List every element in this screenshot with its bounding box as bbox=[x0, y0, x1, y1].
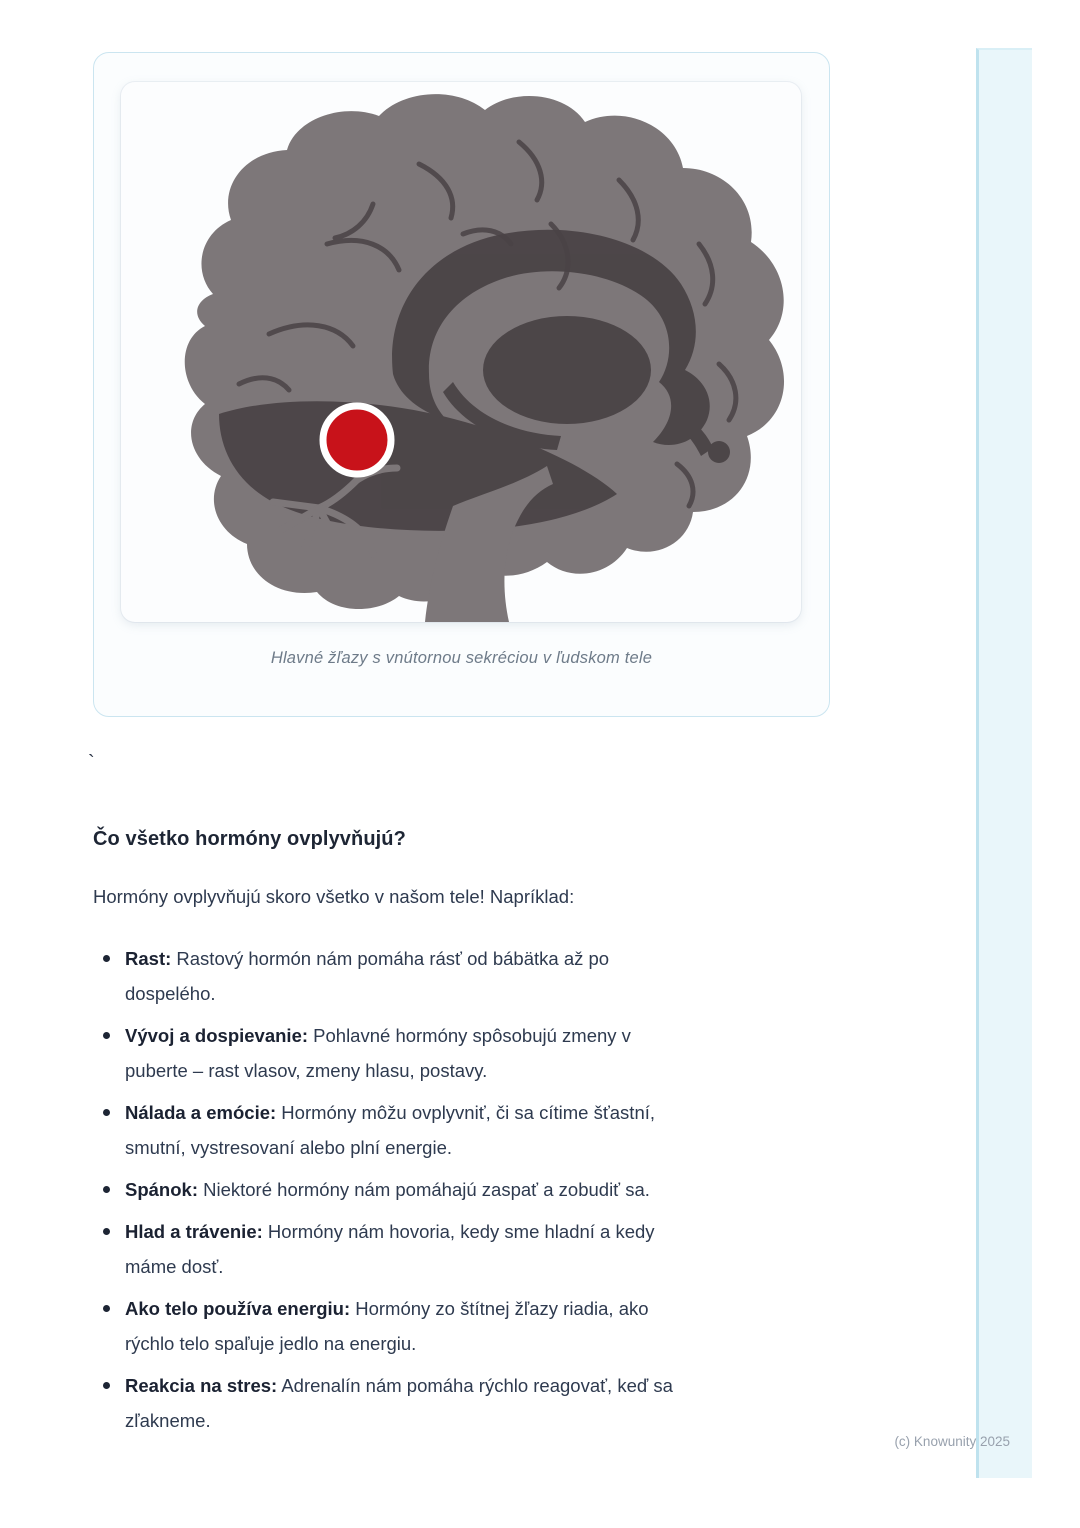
list-item bbox=[93, 1291, 685, 1361]
bullet-text: Pohlavné hormóny spôsobujú zmeny v puberte – rast vlasov, zmeny hlasu, postavy. bbox=[125, 1025, 631, 1081]
bullet-icon bbox=[103, 1382, 110, 1389]
bullet-text: Adrenalín nám pomáha rýchlo reagovať, keď sa zľakneme. bbox=[125, 1375, 673, 1431]
bullet-icon bbox=[103, 1305, 110, 1312]
bullet-label: Reakcia na stres: bbox=[125, 1375, 278, 1396]
bullet-icon bbox=[103, 955, 110, 962]
list-item bbox=[93, 1095, 685, 1165]
bullet-text: Hormóny zo štítnej žľazy riadia, ako rýchlo telo spaľuje jedlo na energiu. bbox=[125, 1298, 649, 1354]
pituitary-marker bbox=[323, 406, 391, 474]
bullet-label: Ako telo používa energiu: bbox=[125, 1298, 351, 1319]
figure-card bbox=[93, 52, 830, 717]
bullet-text: Hormóny môžu ovplyvniť, či sa cítime šťastní, smutní, vystresovaní alebo plní energie. bbox=[125, 1102, 656, 1158]
list-item bbox=[93, 1368, 685, 1438]
bullet-icon bbox=[103, 1186, 110, 1193]
bullet-label: Vývoj a dospievanie: bbox=[125, 1025, 309, 1046]
intro-paragraph: Hormóny ovplyvňujú skoro všetko v našom tele! Napríklad: bbox=[93, 886, 575, 907]
brain-sagittal-illustration bbox=[121, 82, 801, 622]
bullet-icon bbox=[103, 1228, 110, 1235]
bullet-icon bbox=[103, 1032, 110, 1039]
figure-image bbox=[121, 82, 801, 622]
list-item bbox=[93, 1018, 685, 1088]
list-item bbox=[93, 1214, 685, 1284]
bullet-label: Nálada a emócie: bbox=[125, 1102, 277, 1123]
list-item bbox=[93, 941, 685, 1011]
bullet-label: Spánok: bbox=[125, 1179, 198, 1200]
bullet-label: Rast: bbox=[125, 948, 172, 969]
article-body bbox=[93, 828, 833, 1445]
hormone-effects-list bbox=[93, 941, 833, 1438]
section-heading: Čo všetko hormóny ovplyvňujú? bbox=[93, 828, 406, 850]
bullet-label: Hlad a trávenie: bbox=[125, 1221, 263, 1242]
stray-backtick-character: ` bbox=[88, 752, 95, 774]
bullet-text: Hormóny nám hovoria, kedy sme hladní a kedy máme dosť. bbox=[125, 1221, 655, 1277]
list-item bbox=[93, 1172, 685, 1207]
bullet-icon bbox=[103, 1109, 110, 1116]
bullet-text: Niektoré hormóny nám pomáhajú zaspať a zobudiť sa. bbox=[197, 1179, 650, 1200]
figure-caption: Hlavné žľazy s vnútornou sekréciou v ľudskom tele bbox=[270, 649, 653, 667]
bullet-text: Rastový hormón nám pomáha rásť od bábätka až po dospelého. bbox=[125, 948, 610, 1004]
next-page-preview-panel[interactable] bbox=[976, 48, 1032, 1478]
copyright-notice: (c) Knowunity 2025 bbox=[894, 1434, 1010, 1449]
